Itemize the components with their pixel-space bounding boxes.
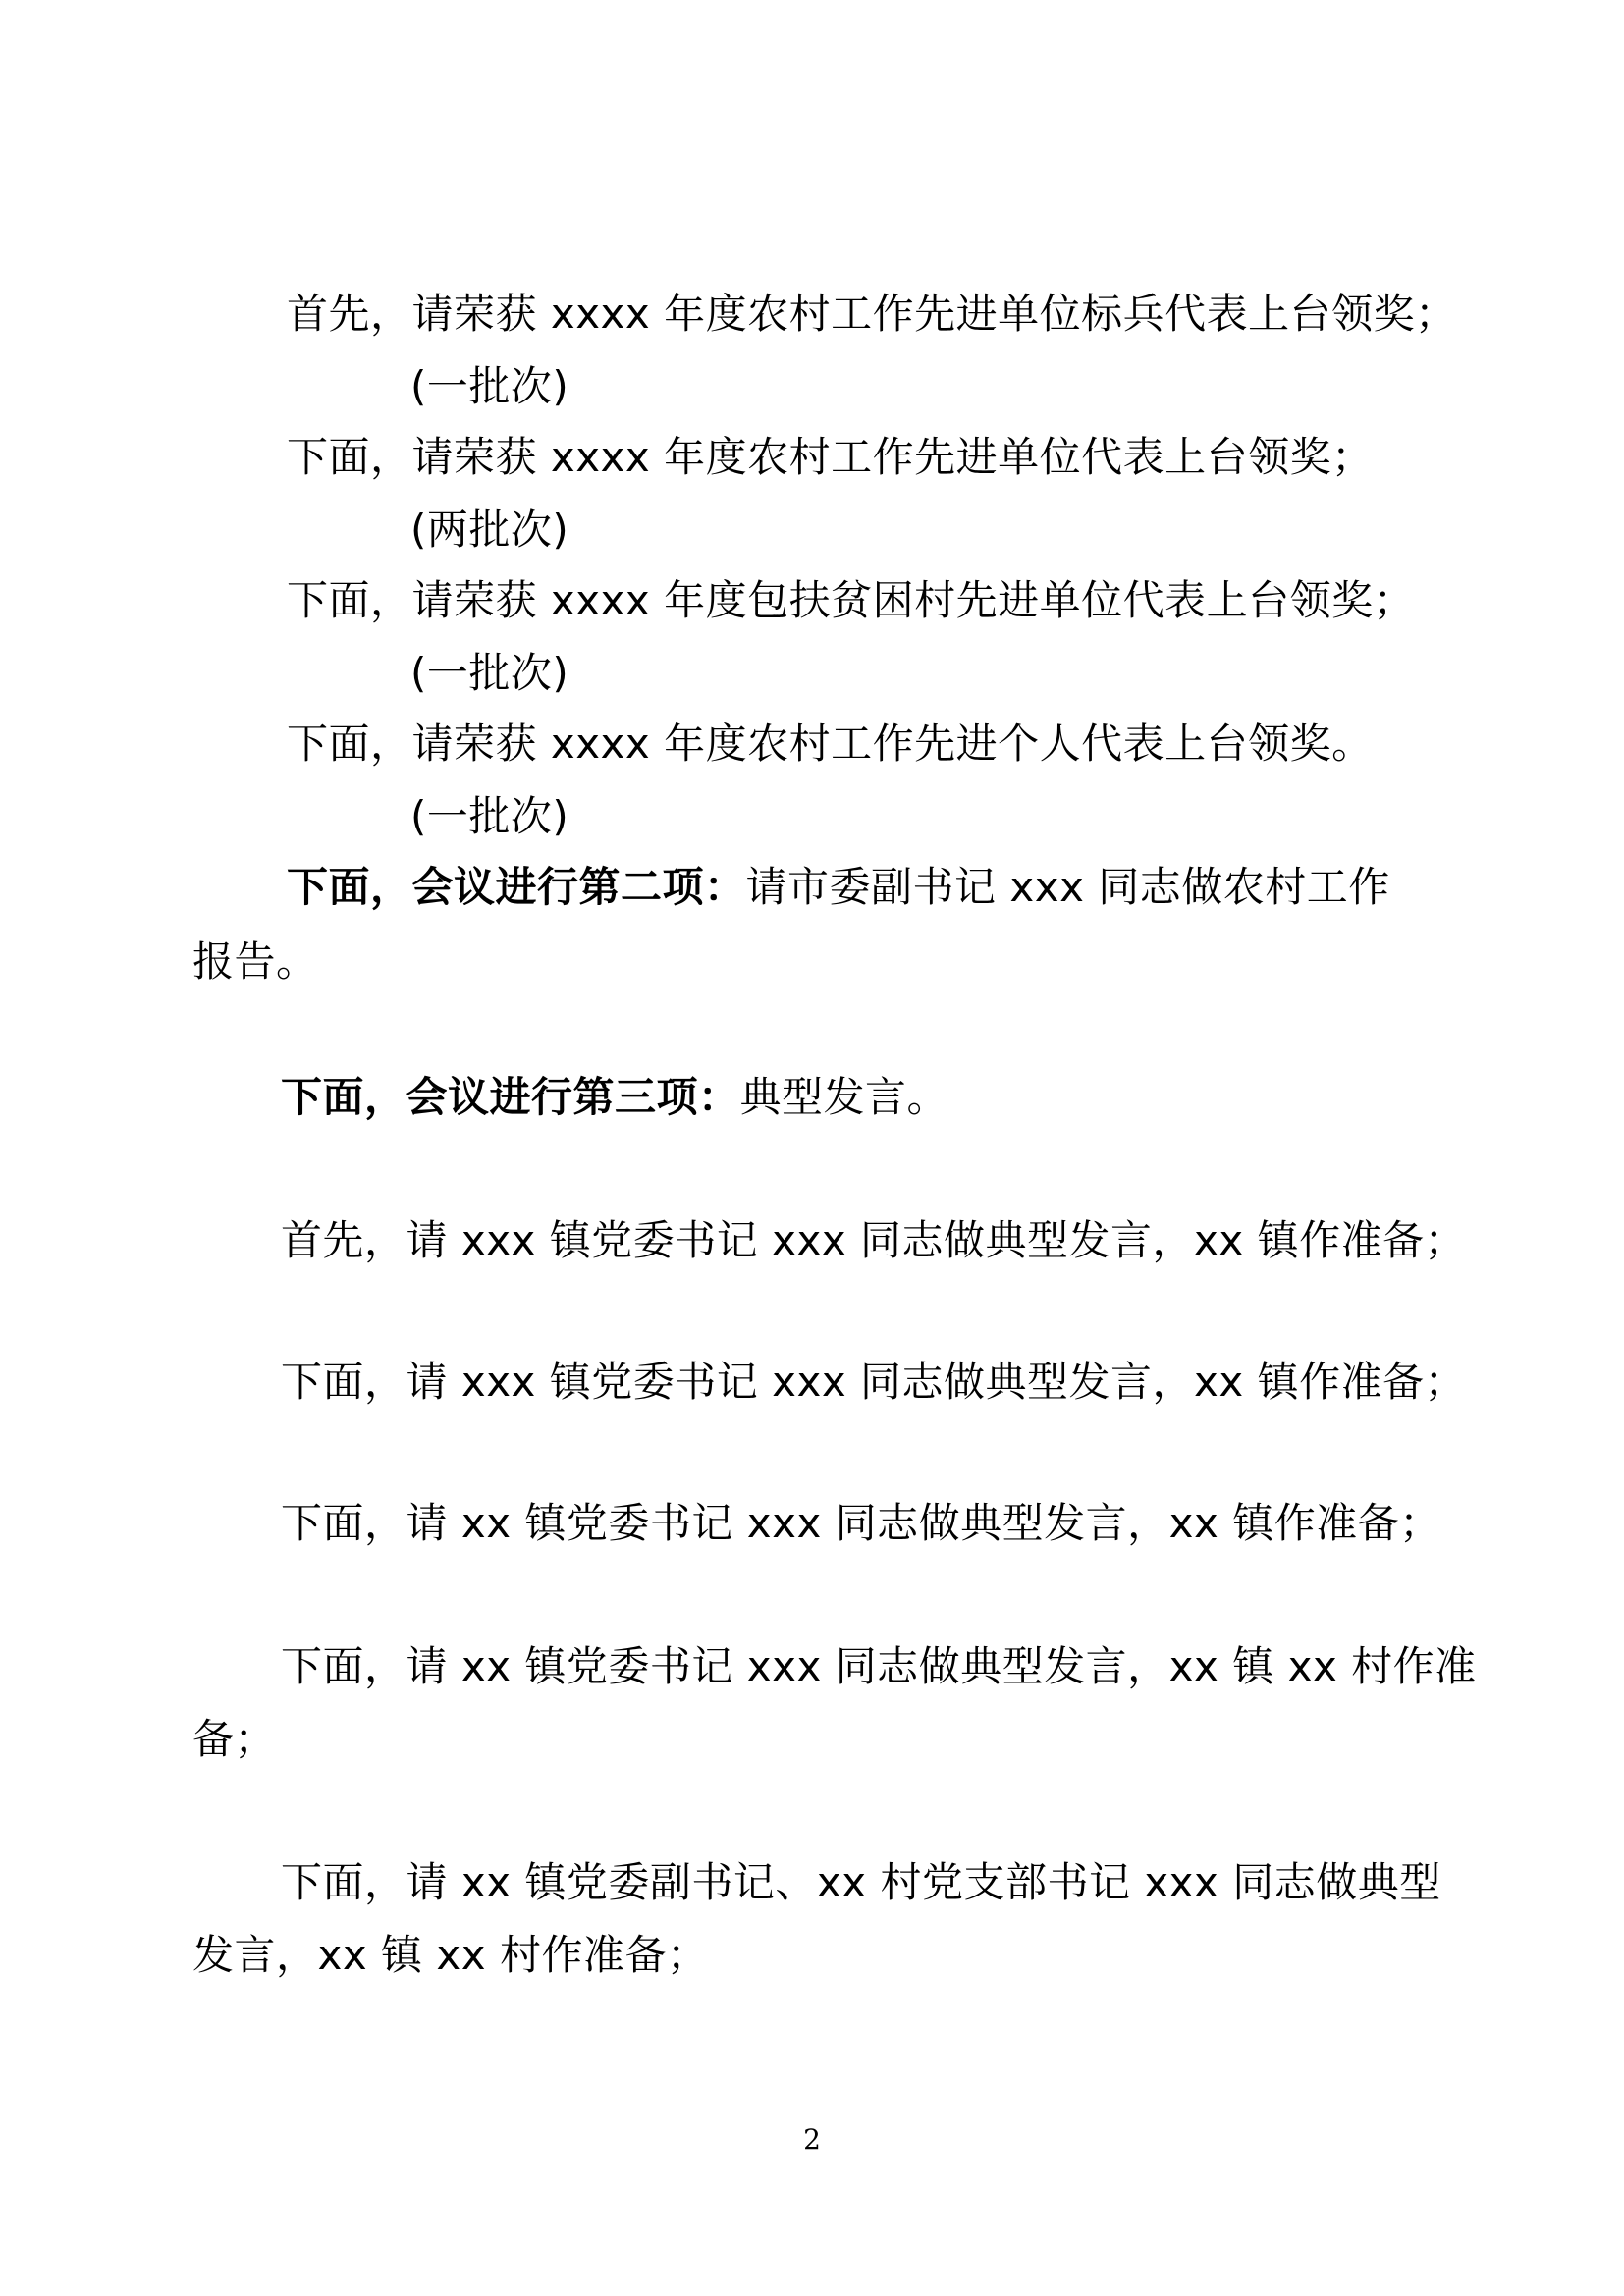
- speech-line-2: 下面，请 xxx 镇党委书记 xxx 同志做典型发言，xx 镇作准备；: [281, 1358, 1467, 1406]
- speech-line-3: 下面，请 xx 镇党委书记 xxx 同志做典型发言，xx 镇作准备；: [281, 1499, 1441, 1547]
- speech-line-1: 首先，请 xxx 镇党委书记 xxx 同志做典型发言，xx 镇作准备；: [281, 1216, 1467, 1264]
- speech-line-5-cont: 发言，xx 镇 xx 村作准备；: [192, 1931, 709, 1979]
- item2-lead: 下面，会议进行第二项：: [287, 863, 746, 911]
- item2-line-1: [287, 860, 1390, 915]
- item3-lead: 下面，会议进行第三项：: [281, 1073, 740, 1121]
- speech-line-4-cont: 备；: [192, 1715, 277, 1763]
- award-line-2: 下面，请荣获 xxxx 年度农村工作先进单位代表上台领奖；: [287, 433, 1374, 481]
- item3-text: 典型发言。: [739, 1073, 949, 1121]
- award-line-1: 首先，请荣获 xxxx 年度农村工作先进单位标兵代表上台领奖；: [287, 290, 1457, 338]
- award-batch-1: (一批次): [410, 362, 569, 410]
- speech-line-5: 下面，请 xx 镇党委副书记、xx 村党支部书记 xxx 同志做典型: [281, 1858, 1441, 1906]
- speech-line-4: 下面，请 xx 镇党委书记 xxx 同志做典型发言，xx 镇 xx 村作准: [281, 1642, 1477, 1690]
- award-line-4: 下面，请荣获 xxxx 年度农村工作先进个人代表上台领奖。: [287, 720, 1374, 768]
- item2-line-2: 报告。: [192, 937, 318, 986]
- page-number: 2: [803, 2123, 821, 2156]
- award-line-3: 下面，请荣获 xxxx 年度包扶贫困村先进单位代表上台领奖；: [287, 576, 1416, 624]
- award-batch-2: (两批次): [410, 506, 569, 554]
- item2-text: 请市委副书记 xxx 同志做农村工作: [745, 863, 1390, 911]
- item3-line: [281, 1070, 948, 1125]
- award-batch-3: (一批次): [410, 649, 569, 697]
- award-batch-4: (一批次): [410, 792, 569, 840]
